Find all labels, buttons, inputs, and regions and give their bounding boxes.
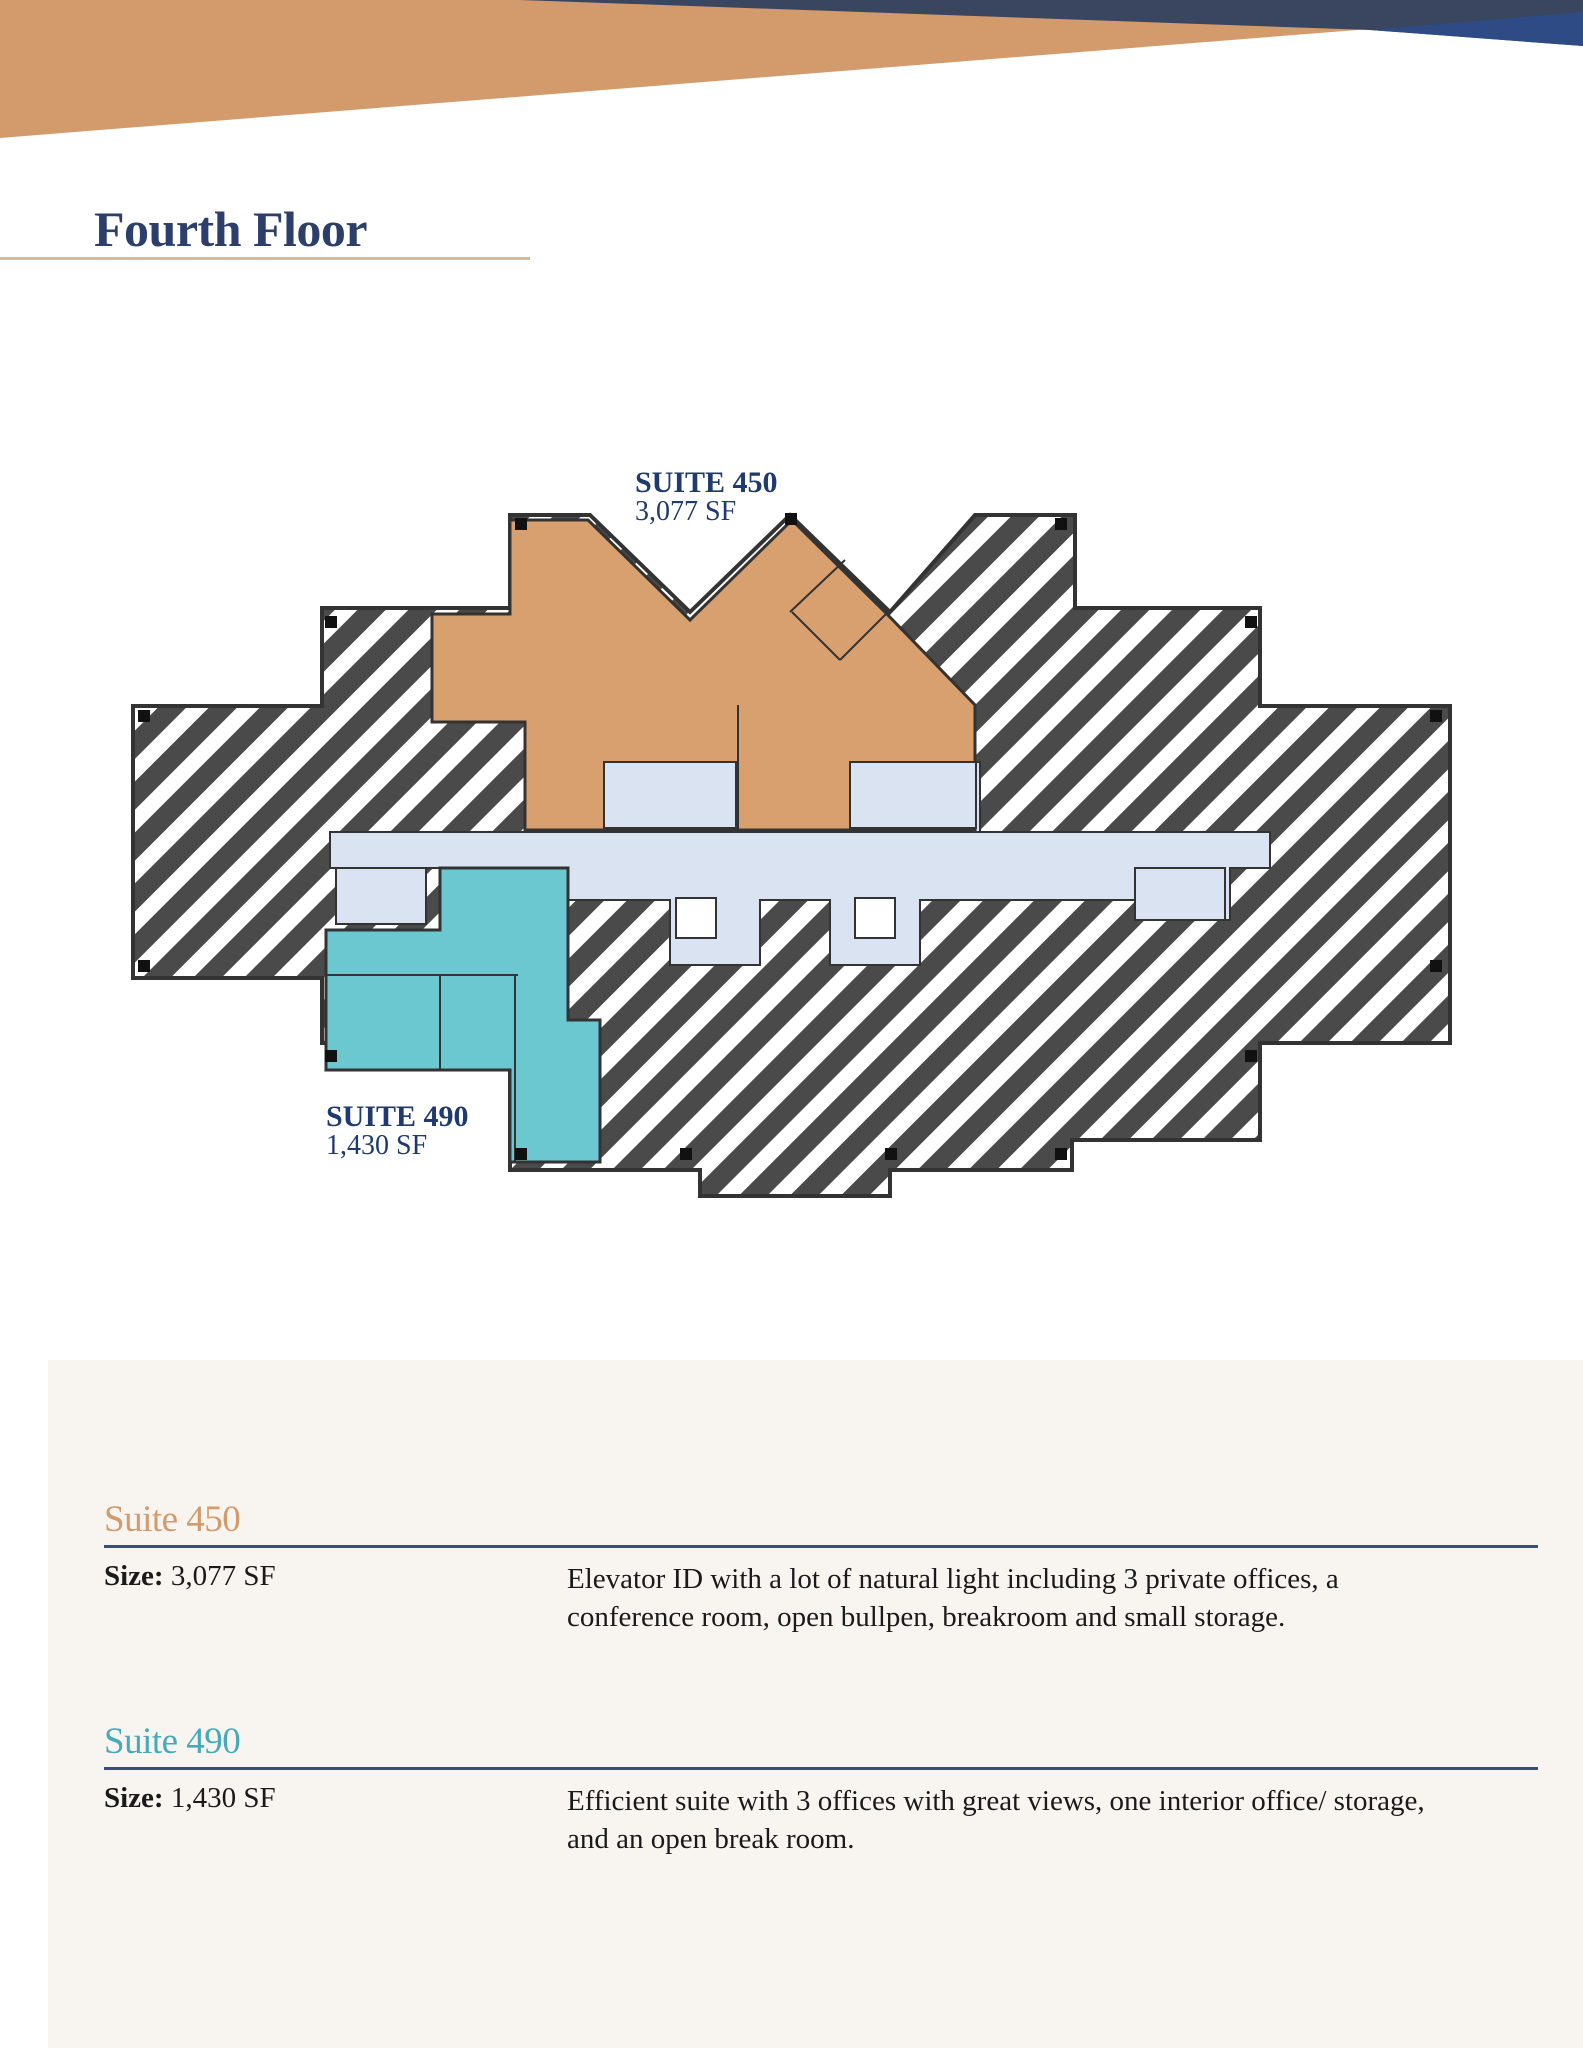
- suite-450-plan-name: SUITE 450: [635, 466, 778, 499]
- suite-490-size-label: Size:: [104, 1782, 164, 1814]
- suite-490-divider: [104, 1767, 1538, 1770]
- suite-450-title: Suite 450: [104, 1499, 241, 1540]
- suite-450-size-label: Size:: [104, 1560, 164, 1592]
- suite-490-info: [104, 1720, 1538, 1862]
- suite-450-plan-size: 3,077 SF: [635, 496, 737, 527]
- suite-490-plan-label: [326, 1102, 469, 1160]
- suite-490-size-value: 1,430 SF: [170, 1782, 276, 1814]
- suite-450-plan-label: [635, 468, 778, 526]
- suite-450-description: Elevator ID with a lot of natural light including 3 private offices, a conference room, open bullpen, breakroom and small storage.: [567, 1563, 1339, 1633]
- suite-info-section: [48, 1360, 1583, 2048]
- suite-490-plan-name: SUITE 490: [326, 1100, 469, 1133]
- suite-450-divider: [104, 1545, 1538, 1548]
- suite-490-plan-size: 1,430 SF: [326, 1130, 428, 1161]
- page-title: Fourth Floor: [94, 201, 368, 257]
- suite-450-size-value: 3,077 SF: [170, 1560, 276, 1592]
- floor-plan: [0, 440, 1583, 1220]
- suite-450-size: [104, 1560, 276, 1593]
- suite-490-size: [104, 1782, 276, 1815]
- title-divider: [0, 257, 530, 260]
- suite-490-description: Efficient suite with 3 offices with great views, one interior office/ storage, and an open break room.: [567, 1785, 1425, 1855]
- suite-490-title: Suite 490: [104, 1721, 241, 1762]
- suite-450-info: [104, 1498, 1538, 1640]
- header-banner: [0, 0, 1583, 140]
